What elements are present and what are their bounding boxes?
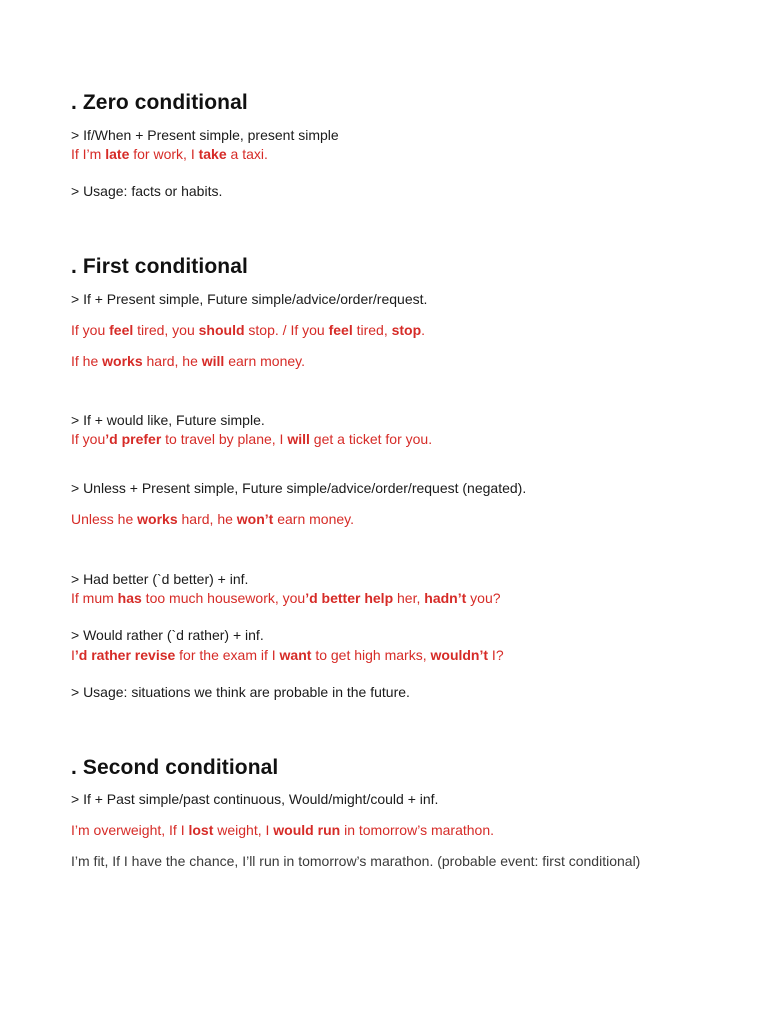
rule-first-3: > Unless + Present simple, Future simple/advice/order/request (negated). <box>71 480 527 496</box>
example-text: tired, <box>352 322 392 338</box>
example-text: If he <box>71 353 103 369</box>
example-text: earn money. <box>224 353 305 369</box>
example-first-4 <box>71 509 354 529</box>
keyword-emphasis: take <box>198 146 227 162</box>
keyword-emphasis: stop <box>391 322 422 338</box>
example-text: I <box>71 647 75 663</box>
keyword-emphasis: will <box>201 353 225 369</box>
example-first-1 <box>71 320 425 340</box>
keyword-emphasis: would run <box>273 822 341 838</box>
example-text: Unless he <box>71 511 138 527</box>
heading-first-conditional: . First conditional <box>71 255 248 278</box>
example-text: I’m overweight, If I <box>71 822 189 838</box>
example-text: If you <box>71 322 110 338</box>
heading-zero-conditional: . Zero conditional <box>71 91 248 114</box>
example-text: to travel by plane, I <box>161 431 288 447</box>
keyword-emphasis: won’t <box>236 511 274 527</box>
example-text: tired, you <box>133 322 199 338</box>
example-text: to get high marks, <box>311 647 431 663</box>
usage-zero: > Usage: facts or habits. <box>71 183 223 199</box>
example-text: . <box>421 322 426 338</box>
keyword-emphasis: ’d prefer <box>105 431 162 447</box>
keyword-emphasis: has <box>117 590 142 606</box>
example-second-1 <box>71 820 494 840</box>
keyword-emphasis: want <box>279 647 312 663</box>
keyword-emphasis: ’d better help <box>305 590 394 606</box>
example-text: you? <box>466 590 501 606</box>
example-text: weight, I <box>213 822 274 838</box>
example-text: a taxi. <box>226 146 268 162</box>
example-text: too much housework, you <box>141 590 306 606</box>
keyword-emphasis: works <box>102 353 143 369</box>
keyword-emphasis: will <box>287 431 310 447</box>
keyword-emphasis: hadn’t <box>424 590 467 606</box>
example-text: If mum <box>71 590 118 606</box>
rule-first-1: > If + Present simple, Future simple/advice/order/request. <box>71 291 428 307</box>
example-text: earn money. <box>273 511 354 527</box>
heading-second-conditional: . Second conditional <box>71 756 279 779</box>
example-text: hard, he <box>142 353 202 369</box>
usage-first: > Usage: situations we think are probable in the future. <box>71 684 410 700</box>
example-text: I? <box>488 647 504 663</box>
rule-first-5: > Would rather (`d rather) + inf. <box>71 627 264 643</box>
example-text: in tomorrow’s marathon. <box>340 822 494 838</box>
keyword-emphasis: wouldn’t <box>430 647 489 663</box>
example-text: stop. / If you <box>244 322 329 338</box>
keyword-emphasis: feel <box>328 322 353 338</box>
example-text: If I’m <box>71 146 106 162</box>
keyword-emphasis: should <box>198 322 245 338</box>
example-text: for work, I <box>129 146 199 162</box>
rule-second: > If + Past simple/past continuous, Would/might/could + inf. <box>71 791 439 807</box>
rule-zero: > If/When + Present simple, present simple <box>71 127 339 143</box>
example-zero <box>71 144 268 164</box>
note-second: I’m fit, If I have the chance, I’ll run in tomorrow’s marathon. (probable event: first conditional) <box>71 853 641 869</box>
example-first-3 <box>71 429 432 449</box>
keyword-emphasis: ’d rather revise <box>74 647 176 663</box>
example-text: get a ticket for you. <box>309 431 433 447</box>
example-text: If you <box>71 431 106 447</box>
example-first-6 <box>71 645 504 665</box>
rule-first-4: > Had better (`d better) + inf. <box>71 571 249 587</box>
example-first-2 <box>71 351 305 371</box>
keyword-emphasis: works <box>137 511 178 527</box>
example-first-5 <box>71 588 501 608</box>
keyword-emphasis: late <box>105 146 130 162</box>
example-text: her, <box>393 590 425 606</box>
example-text: for the exam if I <box>175 647 280 663</box>
keyword-emphasis: lost <box>188 822 214 838</box>
keyword-emphasis: feel <box>109 322 134 338</box>
example-text: hard, he <box>177 511 237 527</box>
rule-first-2: > If + would like, Future simple. <box>71 412 265 428</box>
